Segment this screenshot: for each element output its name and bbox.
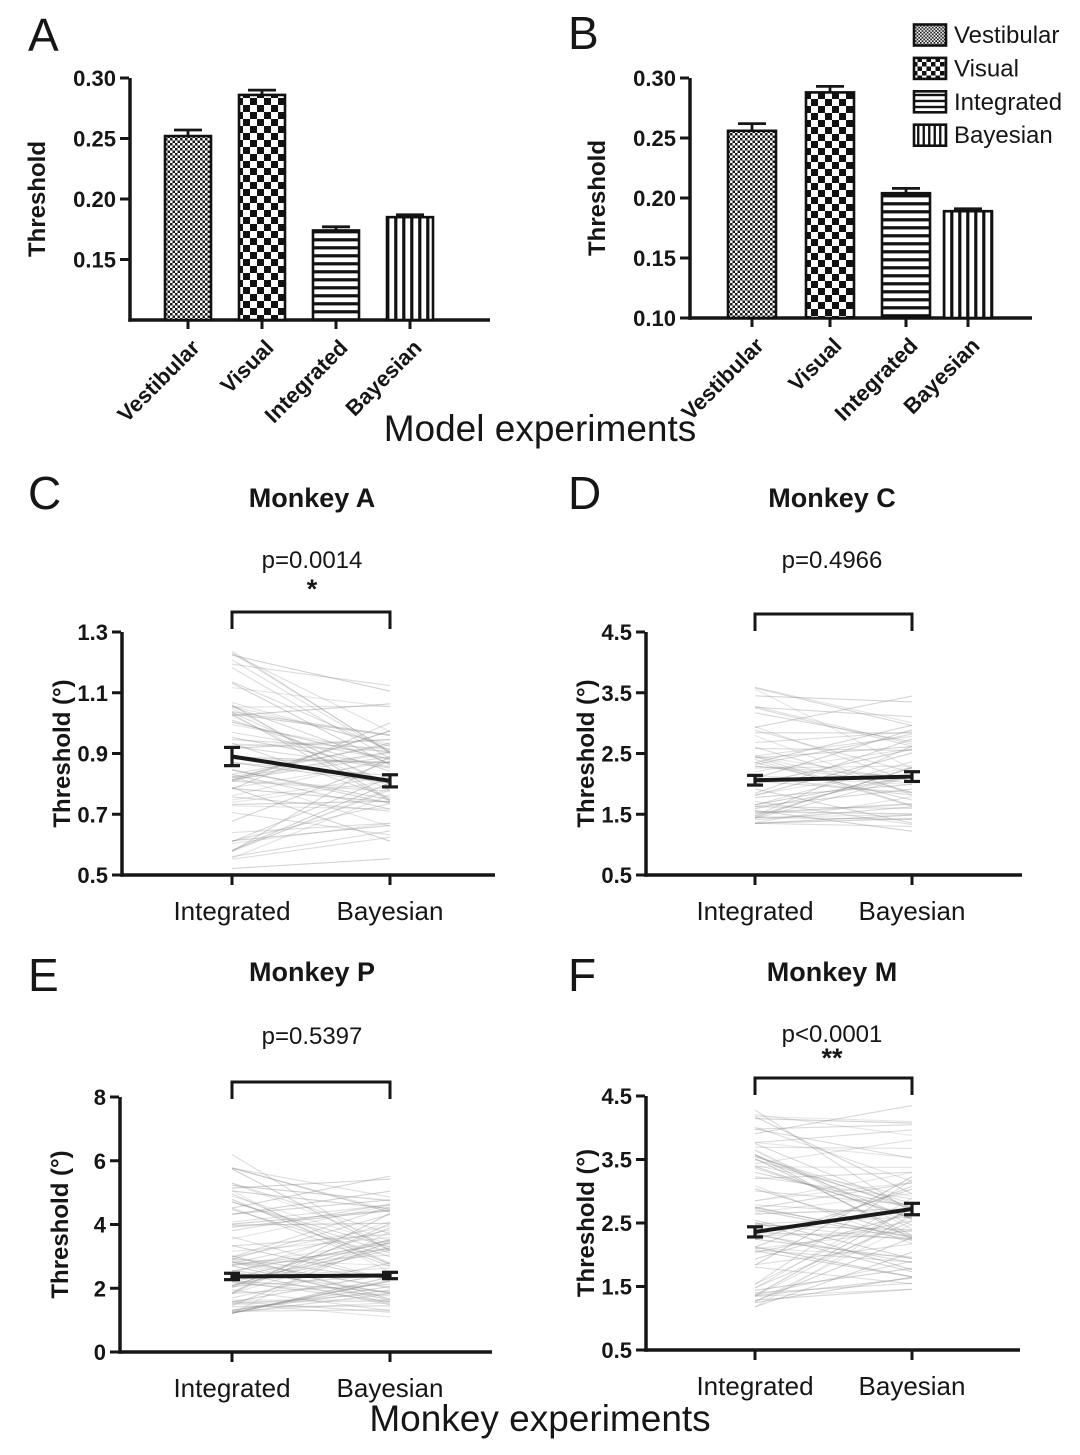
individual-line (232, 704, 390, 716)
panel-label-e: E (28, 949, 59, 1001)
panel-title: Monkey A (248, 483, 376, 513)
bar-bayesian (387, 217, 433, 320)
individual-line (232, 859, 390, 869)
y-tick-label: 1.3 (77, 620, 108, 645)
p-value-label: p=0.0014 (261, 547, 363, 574)
x-category-label: Visual (783, 332, 847, 397)
individual-line (232, 655, 390, 691)
y-tick-label: 2.5 (601, 741, 632, 767)
legend-swatch-bayesian (914, 125, 946, 146)
y-axis-title: Threshold (°) (573, 679, 600, 828)
y-tick-label: 3.5 (601, 1147, 632, 1173)
significance-stars: * (306, 574, 318, 604)
p-value-label: p=0.5397 (261, 1023, 363, 1050)
individual-line (755, 823, 912, 826)
x-category-label: Bayesian (336, 1373, 444, 1403)
x-category-label: Vestibular (112, 334, 205, 427)
paired-line-chart-monkey-p (0, 945, 540, 1415)
individual-session-lines (232, 1154, 390, 1317)
y-tick-label: 0.7 (77, 802, 108, 828)
panel-label-b: B (568, 7, 599, 59)
y-tick-label: 6 (93, 1148, 106, 1174)
x-category-label: Vestibular (676, 332, 769, 425)
paired-line-chart-monkey-m (540, 945, 1080, 1415)
comparison-bracket (232, 612, 390, 629)
y-tick-label: 4.5 (601, 620, 632, 645)
y-tick-label: 0.5 (601, 1338, 632, 1363)
x-category-label: Integrated (173, 896, 291, 926)
panel-title: Monkey P (248, 957, 376, 987)
panel-label-c: C (28, 467, 62, 519)
individual-line (755, 807, 912, 809)
x-category-label: Bayesian (858, 896, 966, 926)
caption-monkey-experiments: Monkey experiments (369, 1398, 711, 1439)
comparison-bracket (755, 614, 912, 631)
y-tick-label: 0.30 (633, 66, 676, 91)
panel-label-d: D (568, 467, 602, 519)
y-tick-label: 0.5 (77, 863, 108, 888)
x-category-label: Bayesian (898, 332, 985, 419)
y-tick-label: 1.1 (77, 680, 108, 706)
x-category-label: Visual (215, 334, 279, 399)
comparison-bracket (755, 1078, 912, 1095)
y-tick-label: 0 (93, 1340, 106, 1365)
comparison-bracket (232, 1082, 390, 1099)
legend-label-integrated: Integrated (954, 88, 1063, 116)
y-axis-title: Threshold (584, 139, 611, 257)
y-tick-label: 4.5 (601, 1084, 632, 1109)
y-tick-label: 4 (93, 1212, 106, 1238)
bar-vestibular (165, 136, 211, 320)
y-tick-label: 0.30 (73, 66, 116, 91)
bar-integrated (313, 230, 359, 320)
individual-line (232, 1168, 390, 1212)
y-tick-label: 0.15 (73, 247, 116, 273)
legend-swatch-vestibular (914, 25, 946, 46)
panel-label-a: A (28, 9, 59, 61)
y-tick-label: 2 (93, 1276, 106, 1302)
y-axis-title: Threshold (°) (573, 1148, 600, 1298)
y-tick-label: 0.15 (633, 246, 676, 271)
y-tick-label: 0.10 (633, 306, 676, 331)
y-axis-title: Threshold (24, 140, 51, 258)
x-category-label: Bayesian (340, 334, 427, 421)
x-category-label: Integrated (696, 896, 814, 926)
x-category-label: Bayesian (858, 1371, 966, 1401)
individual-line (755, 1167, 912, 1168)
x-category-label: Integrated (259, 334, 353, 428)
individual-line (755, 688, 912, 726)
y-tick-label: 0.20 (73, 187, 116, 212)
legend-swatch-integrated (914, 91, 946, 112)
x-category-label: Integrated (829, 332, 923, 426)
y-tick-label: 0.5 (601, 863, 632, 888)
individual-line (232, 664, 390, 685)
x-category-label: Bayesian (336, 896, 444, 926)
x-category-label: Integrated (173, 1373, 291, 1403)
individual-line (232, 688, 390, 707)
y-tick-label: 0.20 (633, 186, 676, 211)
legend-label-visual: Visual (954, 55, 1019, 83)
p-value-label: p<0.0001 (781, 1021, 883, 1048)
legend-label-bayesian: Bayesian (954, 122, 1053, 150)
legend-swatch-visual (914, 58, 946, 79)
panel-label-f: F (568, 949, 597, 1001)
y-tick-label: 0.9 (77, 741, 108, 767)
individual-line (232, 714, 390, 736)
y-axis-title: Threshold (°) (49, 679, 76, 828)
individual-line (232, 831, 390, 857)
legend-label-vestibular: Vestibular (954, 22, 1060, 49)
mean-line (232, 1276, 390, 1277)
y-tick-label: 0.25 (73, 126, 116, 152)
bar-vestibular (728, 131, 776, 318)
y-tick-label: 8 (93, 1085, 106, 1110)
individual-line (232, 651, 390, 752)
significance-stars: ** (821, 1043, 843, 1073)
panel-title: Monkey M (766, 957, 898, 987)
y-tick-label: 3.5 (601, 680, 632, 706)
bar-visual (806, 92, 854, 318)
bar-visual (239, 95, 285, 320)
y-tick-label: 1.5 (601, 1274, 632, 1300)
bar-bayesian (944, 211, 992, 318)
y-axis-title: Threshold (°) (47, 1150, 74, 1299)
bar-integrated (882, 193, 930, 318)
p-value-label: p=0.4966 (781, 547, 883, 574)
individual-session-lines (755, 687, 912, 831)
individual-session-lines (755, 1106, 912, 1308)
y-tick-label: 1.5 (601, 802, 632, 828)
individual-line (755, 736, 912, 756)
bar-chart-model-with-legend (580, 8, 1080, 426)
y-tick-label: 2.5 (601, 1211, 632, 1236)
paired-line-chart-monkey-a (0, 455, 540, 950)
individual-line (755, 1147, 912, 1148)
paired-line-chart-monkey-c (540, 455, 1080, 950)
x-category-label: Integrated (696, 1371, 814, 1401)
panel-title: Monkey C (768, 483, 896, 513)
y-tick-label: 0.25 (633, 126, 676, 151)
caption-model-experiments: Model experiments (383, 408, 697, 449)
bar-chart-model-vestibular-heading (24, 28, 540, 428)
